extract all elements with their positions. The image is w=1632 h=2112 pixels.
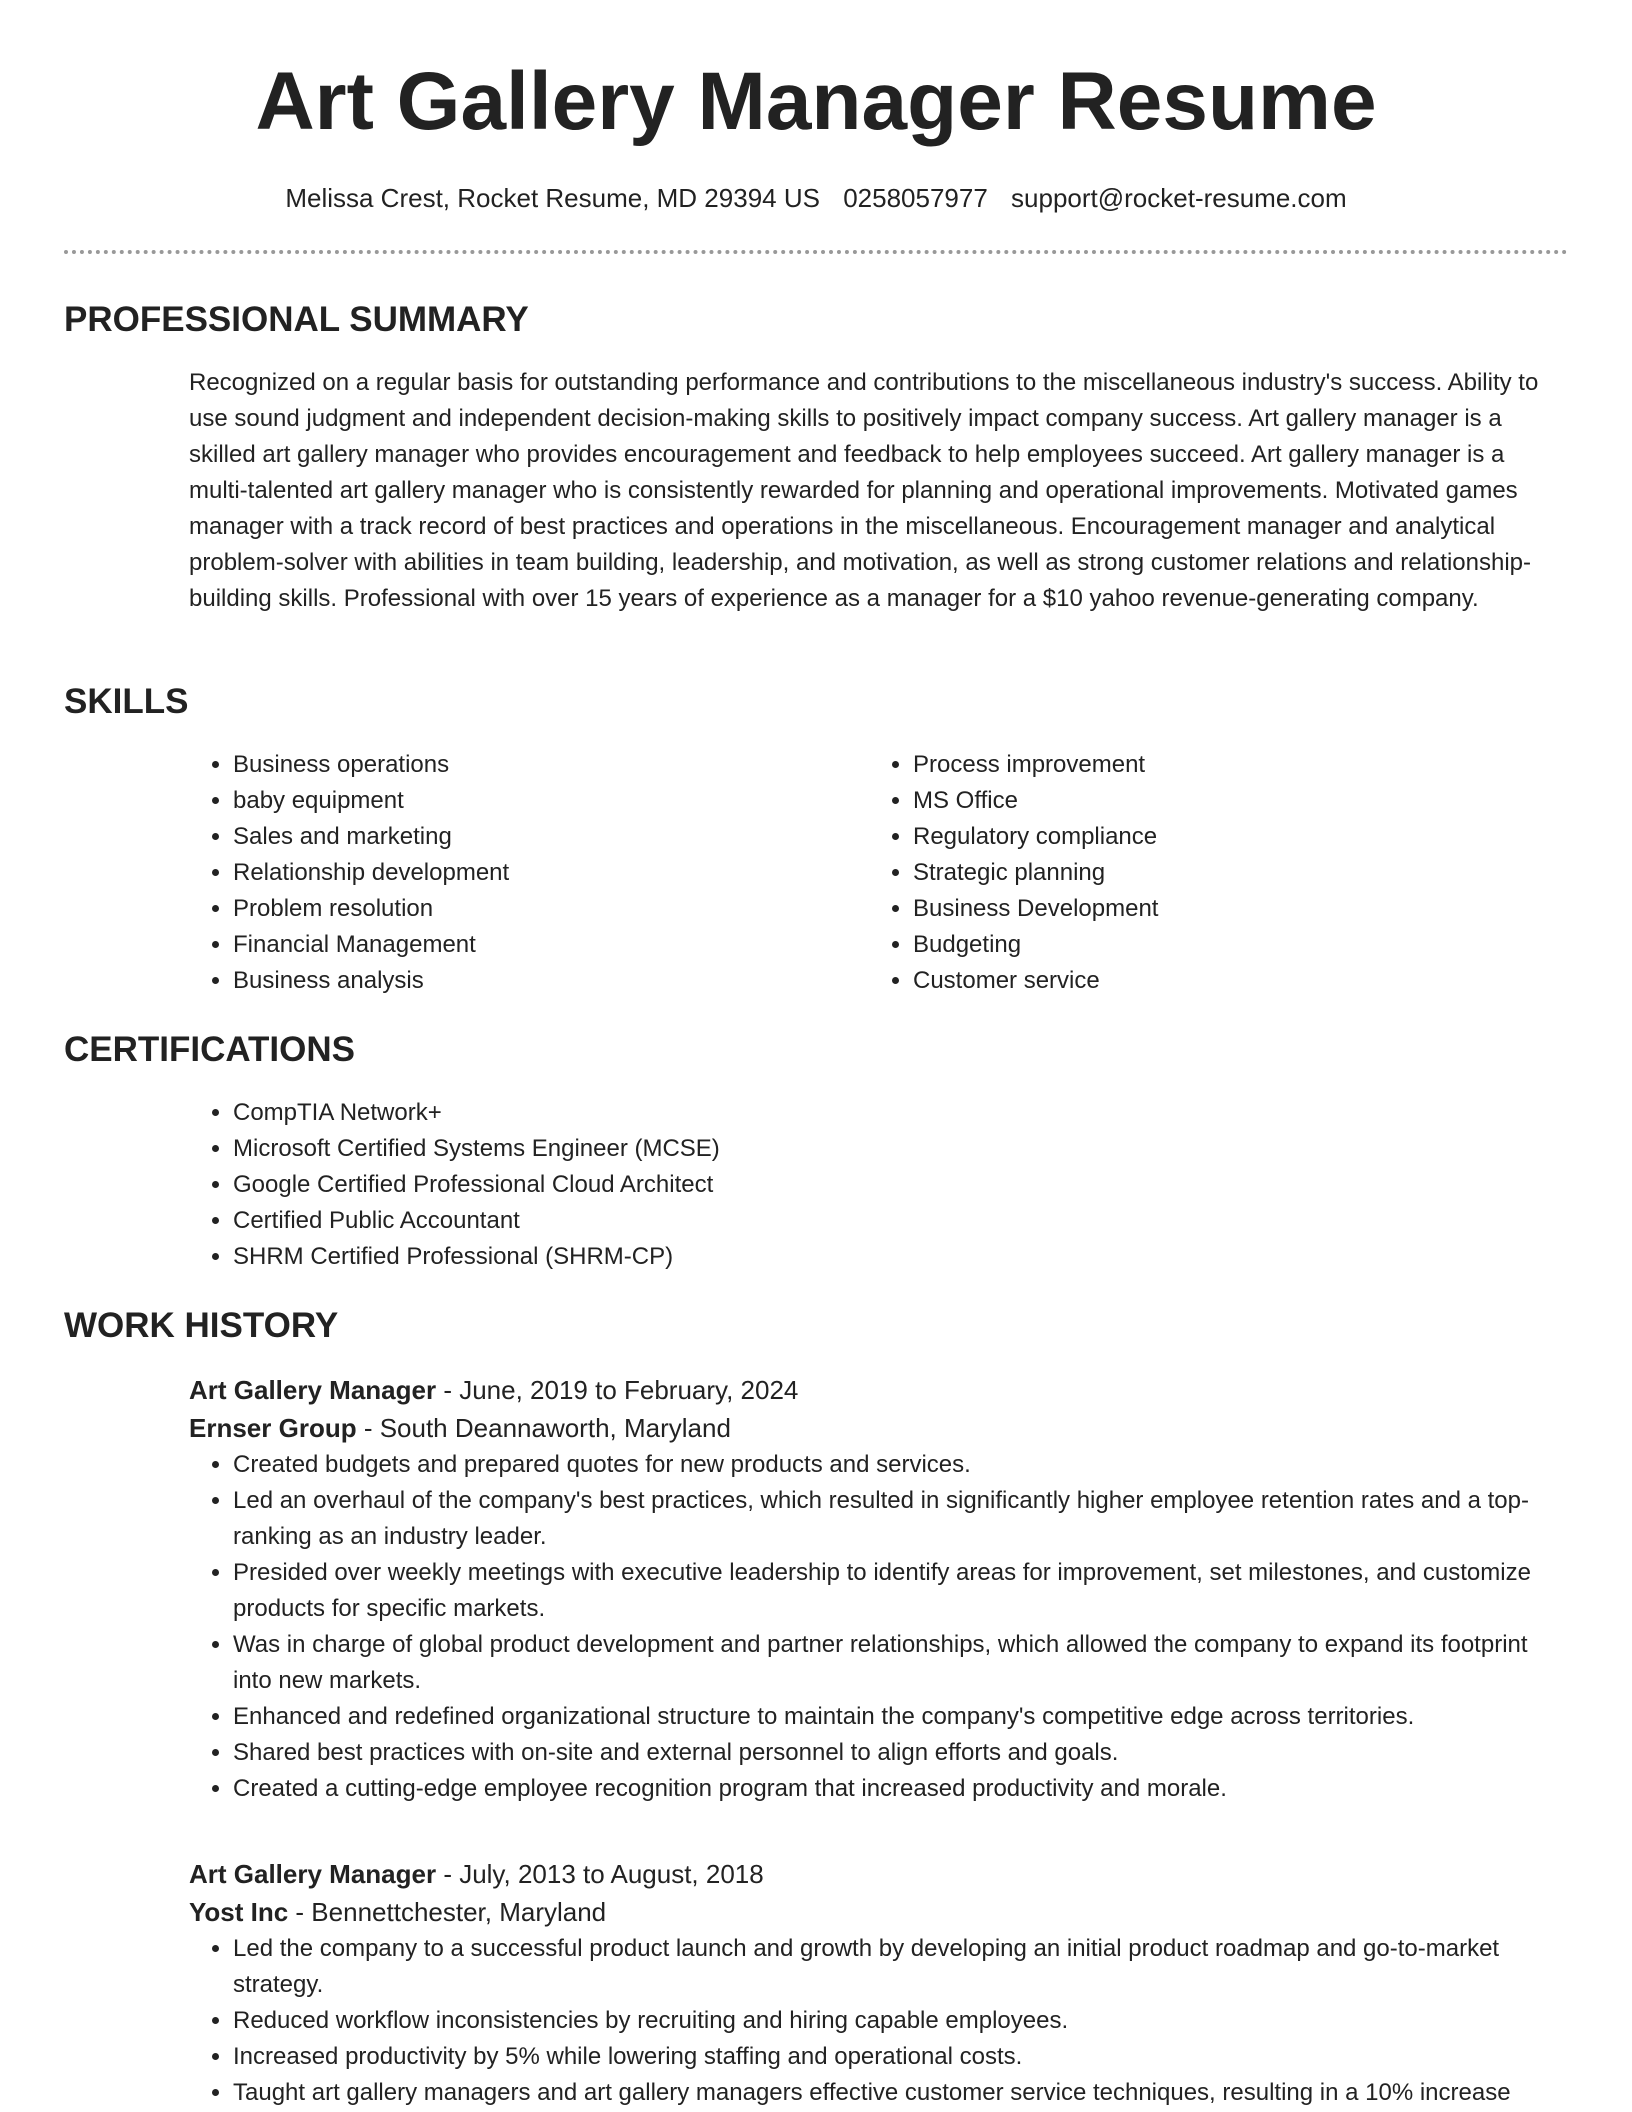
skill-item: • Business Development	[913, 891, 1549, 927]
skills-list	[189, 747, 1564, 999]
job-title-line	[189, 1371, 1564, 1409]
job-bullet: • Led the company to a successful product launch and growth by developing an initial product roadmap and go-to-market strategy.	[233, 1931, 1564, 2003]
skill-item: • Relationship development	[233, 855, 869, 891]
job-dates: - July, 2013 to August, 2018	[436, 1859, 764, 1889]
job-bullet: • Taught art gallery managers and art gallery managers effective customer service techniques, resulting in a 10% increase	[233, 2075, 1564, 2111]
skill-item: • Business operations	[233, 747, 869, 783]
job-bullet: • Created budgets and prepared quotes for new products and services.	[233, 1447, 1564, 1483]
job-company-line	[189, 1893, 1564, 1931]
job-bullet: • Enhanced and redefined organizational structure to maintain the company's competitive edge across territories.	[233, 1699, 1564, 1735]
skill-item: • Problem resolution	[233, 891, 869, 927]
job-title: Art Gallery Manager	[189, 1859, 437, 1889]
certification-item: • Certified Public Accountant	[233, 1203, 1564, 1239]
skill-item: • Sales and marketing	[233, 819, 869, 855]
skills-column-right	[869, 747, 1549, 999]
certification-item: • CompTIA Network+	[233, 1095, 1564, 1131]
skill-item: • Process improvement	[913, 747, 1549, 783]
job-entry-1	[189, 1371, 1564, 1807]
header-divider	[64, 250, 1568, 254]
certifications-section	[189, 1095, 1564, 1275]
certification-item: • Microsoft Certified Systems Engineer (MCSE)	[233, 1131, 1564, 1167]
job-dates: - June, 2019 to February, 2024	[436, 1375, 799, 1405]
skill-item: • Strategic planning	[913, 855, 1549, 891]
job-company-line	[189, 1409, 1564, 1447]
contact-line	[0, 180, 1632, 216]
job-company: Ernser Group	[189, 1413, 357, 1443]
summary-text: Recognized on a regular basis for outstanding performance and contributions to the miscellaneous industry's success. Ability to use sound judgment and independent decision-making skills to positively impact company success. Art gallery manager is a skilled art gallery manager who provides encouragement and feedback to help employees succeed. Art gallery manager is a multi-talented art gallery manager who is consistently rewarded for planning and operational improvements. Motivated games manager with a track record of best practices and operations in the miscellaneous. Encouragement manager and analytical problem-solver with abilities in team building, leadership, and motivation, as well as strong customer relations and relationship-building skills. Professional with over 15 years of experience as a manager for a $10 yahoo revenue-generating company.	[189, 369, 1539, 612]
job-entry-2	[189, 1855, 1564, 2111]
skill-item: • Regulatory compliance	[913, 819, 1549, 855]
job-bullet: • Shared best practices with on-site and external personnel to align efforts and goals.	[233, 1735, 1564, 1771]
skills-heading: SKILLS	[64, 682, 189, 721]
certifications-heading: CERTIFICATIONS	[64, 1030, 356, 1069]
skill-item: • Financial Management	[233, 927, 869, 963]
skill-item: • baby equipment	[233, 783, 869, 819]
skill-item: • Customer service	[913, 963, 1549, 999]
job-bullet: • Created a cutting-edge employee recognition program that increased productivity and morale.	[233, 1771, 1564, 1807]
job-title: Art Gallery Manager	[189, 1375, 437, 1405]
summary-section	[189, 365, 1564, 617]
job-title-line	[189, 1855, 1564, 1893]
skills-column-left	[189, 747, 869, 999]
work-history-heading: WORK HISTORY	[64, 1306, 339, 1345]
contact-email: support@rocket-resume.com	[1011, 183, 1347, 213]
certification-item: • SHRM Certified Professional (SHRM-CP)	[233, 1239, 1564, 1275]
resume-title: Art Gallery Manager Resume	[255, 56, 1377, 147]
job-location: - Bennettchester, Maryland	[288, 1897, 607, 1927]
skill-item: • MS Office	[913, 783, 1549, 819]
job-bullet: • Reduced workflow inconsistencies by recruiting and hiring capable employees.	[233, 2003, 1564, 2039]
certification-item: • Google Certified Professional Cloud Architect	[233, 1167, 1564, 1203]
job-bullet: • Was in charge of global product development and partner relationships, which allowed the company to expand its footprint into new markets.	[233, 1627, 1564, 1699]
job-bullet: • Presided over weekly meetings with executive leadership to identify areas for improvement, set milestones, and customize products for specific markets.	[233, 1555, 1564, 1627]
skill-item: • Business analysis	[233, 963, 869, 999]
contact-address: Melissa Crest, Rocket Resume, MD 29394 US	[285, 183, 820, 213]
job-company: Yost Inc	[189, 1897, 289, 1927]
job-bullet: • Led an overhaul of the company's best practices, which resulted in significantly higher employee retention rates and a top-ranking as an industry leader.	[233, 1483, 1564, 1555]
skill-item: • Budgeting	[913, 927, 1549, 963]
contact-phone: 0258057977	[843, 183, 988, 213]
summary-heading: PROFESSIONAL SUMMARY	[64, 300, 529, 339]
job-location: - South Deannaworth, Maryland	[356, 1413, 731, 1443]
job-bullet: • Increased productivity by 5% while lowering staffing and operational costs.	[233, 2039, 1564, 2075]
